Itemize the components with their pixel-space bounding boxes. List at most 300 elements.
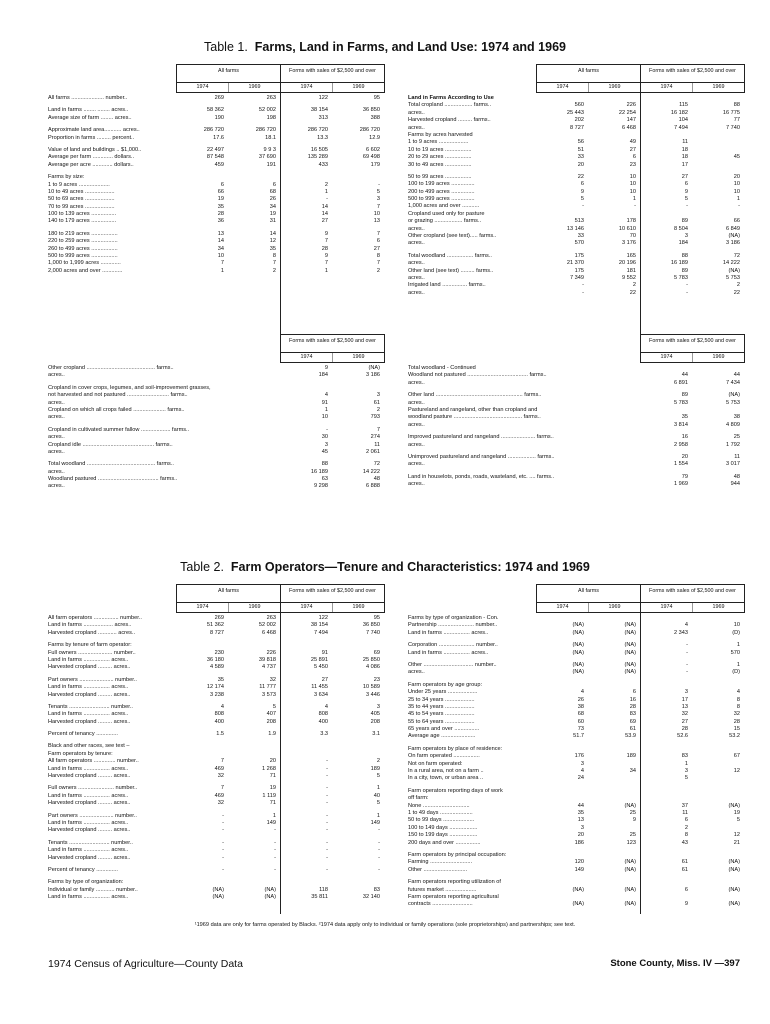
column-group-sales-2500 bbox=[640, 64, 745, 93]
table-row bbox=[408, 887, 744, 894]
table-row bbox=[408, 622, 744, 629]
cell-value: 1 bbox=[376, 812, 380, 819]
year-header-1969: 1969 bbox=[352, 84, 365, 90]
cell-value: 44 bbox=[681, 372, 688, 379]
cell-value: 87 548 bbox=[206, 154, 224, 161]
cell-value: 13 146 bbox=[566, 225, 584, 232]
table-row bbox=[48, 400, 384, 407]
cell-value: 25 bbox=[629, 832, 636, 839]
table-row bbox=[408, 901, 744, 908]
cell-value: 37 690 bbox=[258, 154, 276, 161]
row-label: not harvested and not pastured ........................... farms.. bbox=[48, 392, 188, 399]
cell-value: 79 bbox=[681, 473, 688, 480]
cell-value: 4 bbox=[580, 768, 584, 775]
cell-value: 6 468 bbox=[262, 629, 276, 636]
cell-value: 95 bbox=[373, 615, 380, 621]
cell-value: 122 bbox=[318, 615, 328, 621]
year-header-1969: 1969 bbox=[608, 84, 621, 90]
table-row bbox=[48, 218, 384, 225]
table-row bbox=[408, 260, 744, 267]
cell-value: 52 002 bbox=[258, 107, 276, 114]
cell-value: 286 720 bbox=[307, 127, 328, 134]
cell-value: 189 bbox=[626, 753, 636, 760]
table-row bbox=[48, 238, 384, 245]
table-row bbox=[48, 855, 384, 862]
table-row bbox=[48, 677, 384, 684]
row-label: Cropland on which all crops failed ..................... farms.. bbox=[48, 406, 185, 413]
table-row bbox=[408, 95, 744, 102]
row-label: acres.. bbox=[48, 372, 65, 379]
cell-value: 1 bbox=[324, 406, 328, 413]
cell-value: - bbox=[686, 642, 688, 649]
row-label: Tenants .......................... number.. bbox=[48, 703, 133, 710]
row-label: Total woodland - Continued bbox=[408, 365, 476, 371]
row-label: 10 to 49 acres ................... bbox=[48, 188, 115, 195]
cell-value: 16 182 bbox=[670, 109, 688, 116]
cell-value: 3 bbox=[580, 824, 584, 831]
cell-value: 226 bbox=[266, 649, 276, 656]
cell-value: 4 809 bbox=[726, 421, 740, 428]
table-row bbox=[408, 380, 744, 387]
table1-number: Table 1. bbox=[204, 40, 248, 54]
table-row bbox=[48, 427, 384, 434]
cell-value: 28 bbox=[733, 718, 740, 725]
cell-value: 6 891 bbox=[674, 379, 688, 386]
table-row bbox=[408, 290, 744, 297]
column-group-label: Forms with sales of $2,500 and over bbox=[649, 588, 736, 594]
cell-value: 16 775 bbox=[722, 109, 740, 116]
cell-value: - bbox=[582, 282, 584, 289]
cell-value: 184 bbox=[318, 372, 328, 379]
cell-value: 176 bbox=[574, 753, 584, 760]
cell-value: 20 bbox=[733, 173, 740, 180]
table-rows bbox=[48, 615, 384, 902]
cell-value: 3 bbox=[580, 760, 584, 767]
table-row bbox=[408, 422, 744, 429]
cell-value: (NA) bbox=[572, 886, 584, 893]
table-row bbox=[408, 253, 744, 260]
cell-value: 8 727 bbox=[210, 629, 224, 636]
table-row bbox=[408, 768, 744, 775]
cell-value: 11 bbox=[734, 453, 740, 460]
cell-value: 7 bbox=[220, 260, 224, 267]
table-row bbox=[48, 392, 384, 399]
table-row bbox=[48, 246, 384, 253]
cell-value: (NA) bbox=[728, 901, 740, 908]
row-label: Proportion in farms ......... percent.. bbox=[48, 134, 135, 141]
row-label: 500 to 999 acres ............... bbox=[408, 196, 475, 203]
row-label: Harvested cropland ......... acres.. bbox=[48, 854, 131, 861]
cell-value: 28 bbox=[321, 245, 328, 252]
table-row bbox=[48, 657, 384, 664]
cell-value: 190 bbox=[214, 114, 224, 121]
column-group-sales-2500 bbox=[280, 64, 385, 93]
row-label: On farm operated ................. bbox=[408, 753, 480, 760]
column-group-label: Forms with sales of $2,500 and over bbox=[289, 338, 376, 344]
row-label: 1 to 9 acres ................... bbox=[408, 139, 469, 146]
cell-value: 22 497 bbox=[206, 146, 224, 153]
cell-value: 3 017 bbox=[726, 461, 740, 468]
table-row bbox=[408, 407, 744, 414]
cell-value: 27 bbox=[373, 245, 380, 252]
row-label: 20 to 29 acres ................. bbox=[408, 154, 472, 161]
table-row bbox=[48, 434, 384, 441]
row-label: Land in farms ................. acres.. bbox=[48, 656, 129, 663]
table-row bbox=[48, 135, 384, 142]
cell-value: (NA) bbox=[572, 629, 584, 636]
row-label: Partnership ....................... number.. bbox=[408, 622, 498, 629]
column-group-all-farms bbox=[536, 584, 641, 613]
cell-value: 3 573 bbox=[262, 691, 276, 698]
row-label: acres.. bbox=[408, 240, 425, 247]
table-row bbox=[48, 204, 384, 211]
table-row bbox=[48, 211, 384, 218]
cell-value: - bbox=[686, 649, 688, 656]
cell-value: 10 bbox=[733, 188, 740, 195]
cell-value: - bbox=[582, 289, 584, 296]
table-row bbox=[48, 196, 384, 203]
cell-value: 2 bbox=[684, 824, 688, 831]
cell-value: (NA) bbox=[572, 901, 584, 908]
cell-value: 68 bbox=[577, 711, 584, 718]
cell-value: 61 bbox=[373, 399, 380, 406]
cell-value: - bbox=[274, 854, 276, 861]
row-label: 50 to 69 acres ................... bbox=[48, 196, 115, 203]
cell-value: 5 bbox=[376, 188, 380, 195]
table-row bbox=[48, 174, 384, 181]
table-row bbox=[48, 615, 384, 622]
table-row bbox=[48, 743, 384, 750]
cell-value: 7 bbox=[324, 260, 328, 267]
row-label: Farm operators reporting days of work bbox=[408, 787, 503, 794]
cell-value: 14 222 bbox=[722, 260, 740, 267]
table-row bbox=[48, 469, 384, 476]
cell-value: 38 bbox=[577, 703, 584, 710]
table-row bbox=[48, 711, 384, 718]
cell-value: 19 bbox=[269, 785, 276, 792]
cell-value: (D) bbox=[732, 669, 740, 676]
cell-value: 8 727 bbox=[570, 124, 584, 131]
cell-value: 388 bbox=[370, 114, 380, 121]
table-row bbox=[408, 189, 744, 196]
row-label: Percent of tenancy .............. bbox=[48, 866, 118, 873]
row-label: Part owners ...................... number.. bbox=[48, 812, 137, 819]
row-label: Other cropland (see text)..... farms.. bbox=[408, 233, 497, 240]
row-label: Average per acre ............. dollars.. bbox=[48, 161, 134, 168]
cell-value: 2 bbox=[324, 181, 328, 188]
cell-value: 7 bbox=[376, 230, 380, 237]
column-divider bbox=[640, 611, 641, 914]
row-label: In a rural area, not on a farm .. bbox=[408, 768, 484, 775]
cell-value: (NA) bbox=[264, 894, 276, 901]
cell-value: 36 850 bbox=[362, 107, 380, 114]
table-row bbox=[408, 454, 744, 461]
cell-value: 7 bbox=[220, 758, 224, 765]
cell-value: 1 bbox=[324, 188, 328, 195]
row-label: 35 to 44 years ................... bbox=[408, 703, 475, 710]
row-label: 200 days and over ................ bbox=[408, 839, 481, 846]
row-label: Average size of farm ........ acres.. bbox=[48, 114, 132, 121]
cell-value: 13 bbox=[681, 703, 688, 710]
cell-value: 400 bbox=[214, 718, 224, 725]
cell-value: 181 bbox=[626, 267, 636, 274]
table-row bbox=[408, 414, 744, 421]
column-group-label: Forms with sales of $2,500 and over bbox=[649, 68, 736, 74]
cell-value: 69 bbox=[629, 718, 636, 725]
table-row bbox=[48, 372, 384, 379]
cell-value: 38 154 bbox=[310, 107, 328, 114]
table-row bbox=[408, 650, 744, 657]
cell-value: 13 bbox=[373, 218, 380, 225]
cell-value: 20 bbox=[269, 758, 276, 765]
row-label: Other land ........................................................ farms.. bbox=[408, 392, 542, 399]
cell-value: 73 bbox=[577, 726, 584, 733]
cell-value: 10 bbox=[373, 211, 380, 218]
table-row bbox=[408, 240, 744, 247]
cell-value: 7 bbox=[272, 260, 276, 267]
cell-value: 70 bbox=[629, 233, 636, 240]
row-label: Land in farms ................. acres.. bbox=[48, 847, 129, 854]
year-header-1974: 1974 bbox=[281, 603, 333, 612]
cell-value: 8 bbox=[272, 253, 276, 260]
row-label: Not on farm operated: bbox=[408, 760, 463, 767]
column-group-all-farms bbox=[176, 64, 281, 93]
cell-value: - bbox=[738, 203, 740, 210]
cell-value: 11 bbox=[682, 809, 688, 816]
cell-value: 135 289 bbox=[307, 154, 328, 161]
table-row bbox=[408, 662, 744, 669]
cell-value: 10 bbox=[629, 181, 636, 188]
table-row bbox=[48, 827, 384, 834]
cell-value: 26 bbox=[577, 696, 584, 703]
cell-value: - bbox=[222, 854, 224, 861]
row-label: acres.. bbox=[408, 669, 425, 676]
cell-value: 3 176 bbox=[622, 240, 636, 247]
table-row bbox=[408, 697, 744, 704]
cell-value: (NA) bbox=[728, 802, 740, 809]
cell-value: 14 222 bbox=[362, 468, 380, 475]
cell-value: 4 bbox=[580, 689, 584, 696]
cell-value: 27 bbox=[321, 676, 328, 683]
cell-value: 5 bbox=[684, 775, 688, 782]
cell-value: 1 969 bbox=[674, 481, 688, 488]
table-row bbox=[48, 704, 384, 711]
cell-value: 269 bbox=[214, 95, 224, 101]
cell-value: 1 554 bbox=[674, 461, 688, 468]
cell-value: 35 bbox=[217, 203, 224, 210]
cell-value: 39 818 bbox=[258, 656, 276, 663]
table-row bbox=[48, 260, 384, 267]
cell-value: 3 446 bbox=[366, 691, 380, 698]
table-row bbox=[48, 751, 384, 758]
cell-value: - bbox=[686, 289, 688, 296]
row-label: 55 to 64 years ................... bbox=[408, 718, 475, 725]
cell-value: 22 254 bbox=[618, 109, 636, 116]
cell-value: (NA) bbox=[264, 886, 276, 893]
row-label: Harvested cropland ......... acres.. bbox=[48, 827, 131, 834]
table-rows bbox=[48, 365, 384, 491]
cell-value: - bbox=[378, 866, 380, 873]
row-label: Cropland used only for pasture bbox=[408, 210, 485, 217]
row-label: acres.. bbox=[408, 379, 425, 386]
cell-value: 20 196 bbox=[618, 260, 636, 267]
cell-value: 28 bbox=[629, 703, 636, 710]
row-label: Approximate land area........... acres.. bbox=[48, 127, 140, 134]
row-label: contracts .......................... bbox=[408, 901, 473, 908]
cell-value: 34 bbox=[269, 203, 276, 210]
cell-value: 20 bbox=[681, 453, 688, 460]
row-label: Land in farms ................. acres.. bbox=[48, 894, 129, 901]
cell-value: 5 bbox=[376, 773, 380, 780]
cell-value: 8 bbox=[684, 832, 688, 839]
row-label: 1,000 acres and over ........... bbox=[408, 203, 480, 210]
cell-value: 61 bbox=[681, 866, 688, 873]
cell-value: 7 bbox=[376, 426, 380, 433]
cell-value: 4 bbox=[324, 392, 328, 399]
cell-value: 14 bbox=[269, 230, 276, 237]
cell-value: 1 bbox=[632, 196, 636, 203]
cell-value: 400 bbox=[318, 718, 328, 725]
cell-value: 191 bbox=[266, 161, 276, 168]
table-row bbox=[48, 840, 384, 847]
cell-value: 274 bbox=[370, 434, 380, 441]
cell-value: - bbox=[274, 866, 276, 873]
table-row bbox=[408, 282, 744, 289]
row-label: Other ............................ bbox=[408, 866, 468, 873]
table-row bbox=[48, 107, 384, 114]
cell-value: 570 bbox=[730, 649, 740, 656]
cell-value: 10 bbox=[629, 188, 636, 195]
cell-value: (NA) bbox=[572, 642, 584, 649]
row-label: Total woodland ................. farms.. bbox=[408, 252, 492, 259]
table-row bbox=[408, 704, 744, 711]
cell-value: 45 bbox=[733, 154, 740, 161]
table-row bbox=[48, 758, 384, 765]
cell-value: 23 bbox=[629, 161, 636, 168]
table-row bbox=[48, 766, 384, 773]
table-row bbox=[408, 110, 744, 117]
table-row bbox=[48, 642, 384, 649]
table-row bbox=[408, 817, 744, 824]
cell-value: - bbox=[326, 827, 328, 834]
table-row bbox=[408, 218, 744, 225]
cell-value: - bbox=[378, 839, 380, 846]
cell-value: - bbox=[222, 839, 224, 846]
table-row bbox=[48, 847, 384, 854]
cell-value: 89 bbox=[681, 392, 688, 399]
row-label: Land in farms ................. acres.. bbox=[48, 684, 129, 691]
table-row bbox=[48, 449, 384, 456]
cell-value: - bbox=[378, 847, 380, 854]
cell-value: (NA) bbox=[624, 661, 636, 668]
table-row bbox=[408, 852, 744, 859]
cell-value: 8 bbox=[376, 253, 380, 260]
table-row bbox=[48, 182, 384, 189]
table-row bbox=[408, 147, 744, 154]
cell-value: 34 bbox=[629, 768, 636, 775]
table-row bbox=[48, 622, 384, 629]
cell-value: 11 777 bbox=[259, 684, 276, 691]
table-row bbox=[408, 233, 744, 240]
cell-value: 1 bbox=[220, 267, 224, 274]
cell-value: 6 bbox=[376, 238, 380, 245]
cell-value: 22 bbox=[629, 289, 636, 296]
cell-value: 3 186 bbox=[366, 372, 380, 379]
table-row bbox=[48, 154, 384, 161]
row-label: 50 to 99 days .................... bbox=[408, 817, 475, 824]
table-rows bbox=[48, 95, 384, 275]
cell-value: 9 552 bbox=[622, 274, 636, 281]
table-row bbox=[48, 630, 384, 637]
table-row bbox=[48, 414, 384, 421]
cell-value: 28 bbox=[681, 726, 688, 733]
cell-value: 4 bbox=[684, 622, 688, 629]
cell-value: 469 bbox=[214, 792, 224, 799]
column-group-label: All farms bbox=[218, 68, 239, 74]
table-row bbox=[408, 775, 744, 782]
row-label: acres.. bbox=[48, 399, 65, 406]
cell-value: 5 783 bbox=[674, 274, 688, 281]
cell-value: 33 bbox=[577, 233, 584, 240]
cell-value: 60 bbox=[577, 718, 584, 725]
table-row bbox=[48, 385, 384, 392]
year-header-1969: 1969 bbox=[248, 84, 261, 90]
cell-value: 69 bbox=[373, 649, 380, 656]
cell-value: 20 bbox=[577, 832, 584, 839]
year-header-1969: 1969 bbox=[352, 354, 365, 360]
cell-value: 27 bbox=[681, 718, 688, 725]
cell-value: 27 bbox=[629, 146, 636, 153]
cell-value: 7 740 bbox=[366, 629, 380, 636]
cell-value: 9 bbox=[632, 817, 636, 824]
cell-value: 6 bbox=[684, 181, 688, 188]
cell-value: 25 bbox=[629, 809, 636, 816]
table-row bbox=[408, 753, 744, 760]
cell-value: 7 bbox=[376, 260, 380, 267]
cell-value: 9 298 bbox=[314, 483, 328, 490]
row-label: Harvested cropland ......... acres.. bbox=[48, 664, 131, 671]
cell-value: 4 589 bbox=[210, 664, 224, 671]
row-label: Black and other races, see text – bbox=[48, 743, 130, 750]
cell-value: - bbox=[222, 866, 224, 873]
cell-value: 115 bbox=[679, 102, 688, 109]
row-label: 180 to 219 acres ................. bbox=[48, 230, 118, 237]
cell-value: 48 bbox=[733, 473, 740, 480]
year-header-1974: 1974 bbox=[281, 83, 333, 92]
table1-mid-right-block bbox=[408, 334, 744, 524]
cell-value: 32 bbox=[733, 711, 740, 718]
cell-value: 9 bbox=[324, 365, 328, 371]
column-group-label: Forms with sales of $2,500 and over bbox=[289, 588, 376, 594]
cell-value: 36 180 bbox=[206, 656, 224, 663]
cell-value: 66 bbox=[733, 218, 740, 225]
row-label: Farms by size: bbox=[48, 174, 85, 181]
cell-value: 6 bbox=[684, 886, 688, 893]
year-header-1974: 1974 bbox=[537, 603, 589, 612]
cell-value: - bbox=[582, 203, 584, 210]
cell-value: 186 bbox=[574, 839, 584, 846]
cell-value: 226 bbox=[626, 102, 636, 109]
cell-value: 1 119 bbox=[262, 792, 276, 799]
table-row bbox=[48, 461, 384, 468]
table-row bbox=[408, 879, 744, 886]
cell-value: - bbox=[326, 839, 328, 846]
cell-value: - bbox=[222, 819, 224, 826]
year-header-1974: 1974 bbox=[177, 83, 229, 92]
row-label: Farms by acres harvested bbox=[408, 131, 473, 138]
table2-footnote: ¹1969 data are only for farms operated by Blacks. ²1974 data apply only to individual or family operations (sole proprietorships) and partnerships; see text. bbox=[194, 922, 576, 928]
row-label: Percent of tenancy .............. bbox=[48, 731, 118, 738]
